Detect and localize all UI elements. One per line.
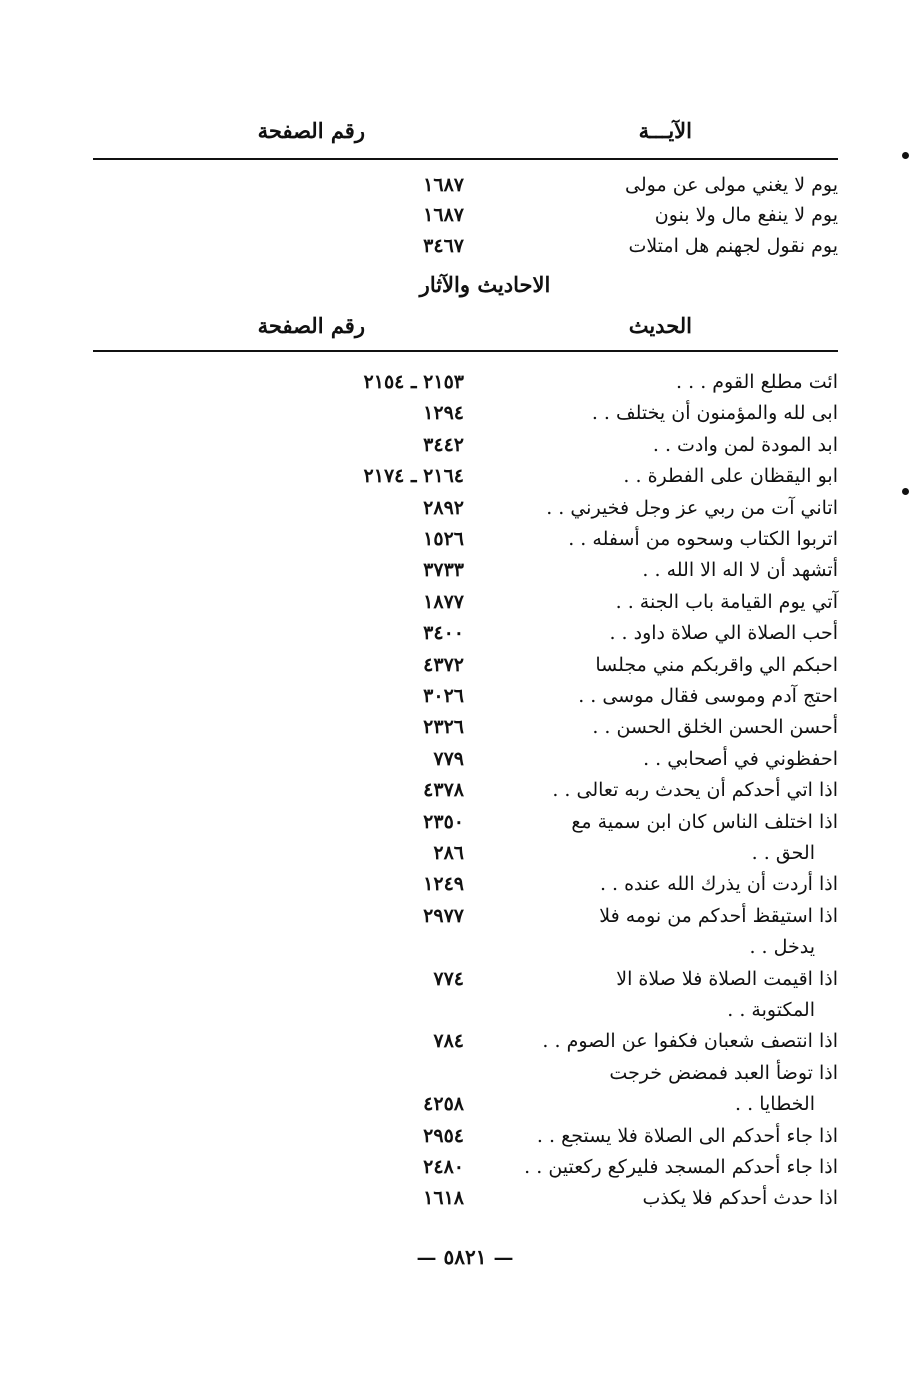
verse-page-number: ١٦٨٧ [423,174,464,196]
hadith-page-number: ٤٣٧٢ [423,654,464,676]
margin-mark [902,152,909,159]
hadith-page-number: ٢٨٩٢ [423,497,464,519]
hadith-text: آتي يوم القيامة باب الجنة . . [615,591,838,613]
verse-text: يوم لا ينفع مال ولا بنون [654,204,838,226]
hadith-page-number: ٢١٥٣ ـ ٢١٥٤ [363,371,464,393]
hadith-text: اتاني آت من ربي عز وجل فخيرني . . [546,497,838,519]
hadith-page-number: ٤٢٥٨ [423,1093,464,1115]
hadith-page-column-header: رقم الصفحة [257,313,365,338]
hadith-page-number: ٤٣٧٨ [423,779,464,801]
page-number: — ٥٨٢١ — [416,1245,514,1269]
hadith-page-number: ١٢٩٤ [423,402,464,424]
verse-column-header: الآيـــة [638,118,692,143]
hadith-page-number: ٢٩٥٤ [423,1125,464,1147]
hadith-page-number: ٢٤٨٠ [423,1156,464,1178]
hadith-header-divider [93,350,838,352]
hadith-page-number: ٣٤٤٢ [423,434,464,456]
hadith-page-number: ٧٧٩ [433,748,464,770]
hadith-text: اذا اقيمت الصلاة فلا صلاة الا [616,968,838,990]
hadith-page-number: ٧٧٤ [433,968,464,990]
hadith-page-number: ٣٤٠٠ [423,622,464,644]
margin-mark [902,488,909,495]
section-title: الاحاديث والآثار [419,272,551,297]
hadith-page-number: ١٥٢٦ [423,528,464,550]
hadith-text: ابد المودة لمن وادت . . [652,434,838,456]
hadith-page-number: ٢٣٢٦ [423,716,464,738]
hadith-text: اتربوا الكتاب وسحوه من أسفله . . [568,528,838,550]
verse-page-number: ٣٤٦٧ [423,235,464,257]
hadith-page-number: ١٦١٨ [423,1187,464,1209]
hadith-page-number: ٢١٦٤ ـ ٢١٧٤ [363,465,464,487]
hadith-text: احبكم الي واقربكم مني مجلسا [595,654,838,676]
hadith-text: أحسن الحسن الخلق الحسن . . [592,716,838,738]
hadith-text: أتشهد أن لا اله الا الله . . [642,559,838,581]
hadith-page-number: ٢٩٧٧ [423,905,464,927]
hadith-page-number: ١٢٤٩ [423,873,464,895]
verse-text: يوم نقول لجهنم هل امتلات [628,235,838,257]
hadith-text: ابى لله والمؤمنون أن يختلف . . [591,402,838,424]
hadith-text: اذا استيقظ أحدكم من نومه فلا [599,905,838,927]
hadith-text: الخطايا . . [735,1093,815,1115]
hadith-text: المكتوبة . . [727,999,815,1021]
hadith-text: احفظوني في أصحابي . . [643,748,838,770]
verse-page-column-header: رقم الصفحة [257,118,365,143]
hadith-page-number: ٧٨٤ [433,1030,464,1052]
hadith-text: اذا جاء أحدكم المسجد فليركع ركعتين . . [524,1156,838,1178]
header-divider [93,158,838,160]
hadith-page-number: ١٨٧٧ [423,591,464,613]
hadith-page-number: ٣٧٣٣ [423,559,464,581]
hadith-text: اذا اتي أحدكم أن يحدث ربه تعالى . . [552,779,838,801]
hadith-page-number: ٣٠٢٦ [423,685,464,707]
hadith-text: أحب الصلاة الي صلاة داود . . [609,622,838,644]
verse-text: يوم لا يغني مولى عن مولى [625,174,838,196]
hadith-text: اذا توضأ العبد فمضض خرجت [609,1062,838,1084]
hadith-text: اذا اختلف الناس كان ابن سمية مع [571,811,838,833]
hadith-column-header: الحديث [628,313,692,338]
hadith-text: احتج آدم وموسى فقال موسى . . [578,685,838,707]
hadith-text: اذا أردت أن يذرك الله عنده . . [599,873,838,895]
hadith-page-number: ٢٨٦ [433,842,464,864]
hadith-text: ائت مطلع القوم . . . [676,371,838,393]
hadith-text: الحق . . [751,842,815,864]
hadith-page-number: ٢٣٥٠ [423,811,464,833]
hadith-text: اذا انتصف شعبان فكفوا عن الصوم . . [542,1030,838,1052]
verse-page-number: ١٦٨٧ [423,204,464,226]
hadith-text: اذا حدث أحدكم فلا يكذب [642,1187,838,1209]
hadith-text: ابو اليقظان على الفطرة . . [623,465,838,487]
hadith-text: اذا جاء أحدكم الى الصلاة فلا يستجع . . [536,1125,838,1147]
hadith-text: يدخل . . [749,936,815,958]
